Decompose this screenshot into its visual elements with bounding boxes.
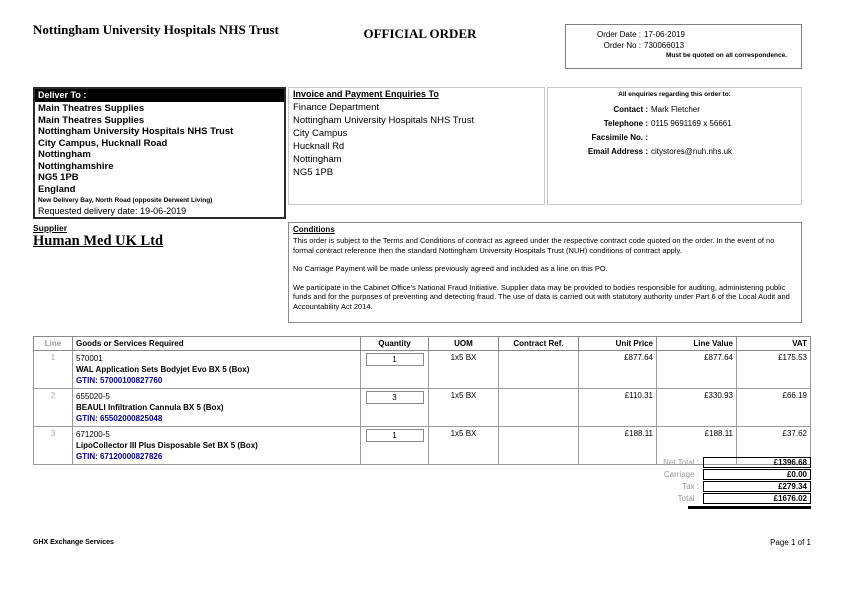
conditions-paragraph: This order is subject to the Terms and Conditions of contract as agreed under the respective contract code quoted on the order. In the event of no formal contract reference then the standard Nottingham University Hospitals Trust (NUH) conditions of contract apply. bbox=[293, 236, 775, 255]
tax-value: £279.34 bbox=[703, 481, 811, 492]
goods-cell bbox=[73, 427, 361, 465]
order-date-value: 17-06-2019 bbox=[644, 30, 685, 39]
grand-total-value: £1676.02 bbox=[703, 493, 811, 504]
organisation-name: Nottingham University Hospitals NHS Trust bbox=[33, 22, 279, 37]
footer-service-name: GHX Exchange Services bbox=[33, 539, 114, 546]
order-reference-box bbox=[565, 24, 802, 69]
unit-price-cell: £188.11 bbox=[579, 427, 657, 465]
supplier-label: Supplier bbox=[33, 223, 68, 233]
contract-ref-cell bbox=[499, 389, 579, 427]
supplier-name: Human Med UK Ltd bbox=[33, 233, 164, 249]
item-code: 655020-5 bbox=[76, 392, 110, 401]
vat-cell: £37.62 bbox=[737, 427, 811, 465]
goods-cell bbox=[73, 351, 361, 389]
invoice-address-line: Nottingham University Hospitals NHS Trust bbox=[293, 115, 475, 126]
quantity-cell bbox=[361, 389, 429, 427]
invoice-enquiries-section bbox=[288, 87, 545, 205]
item-gtin: GTIN: 67120000827826 bbox=[76, 452, 163, 461]
table-row bbox=[34, 389, 811, 427]
deliver-to-line: Nottingham bbox=[38, 149, 91, 160]
order-date-label: Order Date : bbox=[596, 30, 641, 39]
goods-cell bbox=[73, 389, 361, 427]
uom-cell: 1x5 BX bbox=[429, 351, 499, 389]
deliver-to-line: Nottinghamshire bbox=[38, 160, 114, 172]
item-description: LipoCollector III Plus Disposable Set BX 5 (Box) bbox=[76, 441, 258, 450]
net-total-value: £1396.68 bbox=[703, 457, 811, 468]
uom-cell: 1x5 BX bbox=[429, 389, 499, 427]
vat-cell: £66.19 bbox=[737, 389, 811, 427]
uom-cell: 1x5 BX bbox=[429, 427, 499, 465]
col-header-line-value: Line Value bbox=[657, 337, 737, 351]
email-label: Email Address : bbox=[587, 147, 648, 156]
contact-row bbox=[548, 103, 801, 117]
vat-cell: £175.53 bbox=[737, 351, 811, 389]
carriage-value: £0.00 bbox=[703, 469, 811, 480]
order-enquiries-section bbox=[547, 87, 802, 205]
item-description: BEAULI Infiltration Cannula BX 5 (Box) bbox=[76, 403, 224, 412]
order-no-row bbox=[566, 40, 801, 51]
col-header-quantity: Quantity bbox=[361, 337, 429, 351]
table-header-row bbox=[34, 337, 811, 351]
unit-price-cell: £877.64 bbox=[579, 351, 657, 389]
grand-total-row bbox=[555, 493, 811, 504]
telephone-label: Telephone : bbox=[603, 119, 648, 128]
quantity-cell bbox=[361, 351, 429, 389]
email-value: citystores@nuh.nhs.uk bbox=[651, 147, 733, 156]
deliver-to-line: NG5 1PB bbox=[38, 172, 79, 183]
invoice-address-line: City Campus bbox=[293, 128, 348, 139]
contract-ref-cell bbox=[499, 351, 579, 389]
item-gtin: GTIN: 65502000825048 bbox=[76, 414, 163, 423]
deliver-to-section bbox=[33, 87, 286, 219]
item-gtin: GTIN: 57000100827760 bbox=[76, 376, 163, 385]
order-date-row bbox=[566, 29, 801, 40]
line-number: 1 bbox=[34, 351, 73, 389]
deliver-to-line: Main Theatres Supplies bbox=[38, 114, 145, 126]
conditions-paragraph: No Carriage Payment will be made unless previously agreed and included as a line on this PO. bbox=[293, 264, 608, 273]
quantity-value: 3 bbox=[366, 391, 424, 404]
conditions-section bbox=[288, 222, 802, 323]
tax-row bbox=[555, 481, 811, 492]
invoice-address-line: Finance Department bbox=[293, 102, 380, 113]
invoice-enquiries-title: Invoice and Payment Enquiries To bbox=[293, 89, 439, 99]
conditions-paragraph: We participate in the Cabinet Office's National Fraud Initiative. Supplier data may be provided to bodies responsible for auditing, administering public funds and for the purposes of preventing and detecting fraud. The use of data is carried out with statutory authority under Part 6 of the Local Audit and Accountability Act 2014. bbox=[293, 282, 790, 311]
totals-section bbox=[555, 457, 811, 505]
net-total-label: Net Total : bbox=[663, 458, 699, 467]
quantity-cell bbox=[361, 427, 429, 465]
telephone-value: 0115 9691169 x 56661 bbox=[651, 119, 732, 128]
deliver-to-line: Main Theatres Supplies bbox=[38, 103, 145, 114]
net-total-row bbox=[555, 457, 811, 468]
footer-page-number: Page 1 of 1 bbox=[770, 538, 811, 547]
line-number: 3 bbox=[34, 427, 73, 465]
order-items-table bbox=[33, 336, 811, 465]
line-value-cell: £188.11 bbox=[657, 427, 737, 465]
enquiries-heading: All enquiries regarding this order to: bbox=[618, 91, 731, 98]
line-value-cell: £330.93 bbox=[657, 389, 737, 427]
deliver-to-title: Deliver To : bbox=[35, 89, 284, 102]
invoice-address bbox=[293, 101, 540, 179]
deliver-to-line: Nottingham University Hospitals NHS Trust bbox=[38, 126, 234, 137]
col-header-goods: Goods or Services Required bbox=[73, 337, 361, 351]
invoice-address-line: NG5 1PB bbox=[293, 167, 334, 178]
quantity-value: 1 bbox=[366, 353, 424, 366]
item-code: 570001 bbox=[76, 354, 103, 363]
order-no-value: 730066013 bbox=[644, 41, 685, 50]
telephone-row bbox=[548, 117, 801, 131]
requested-delivery-date: Requested delivery date: 19-06-2019 bbox=[38, 206, 187, 216]
contact-label: Contact : bbox=[613, 105, 648, 114]
carriage-label: Carriage : bbox=[663, 470, 699, 479]
invoice-address-line: Nottingham bbox=[293, 154, 342, 165]
quantity-value: 1 bbox=[366, 429, 424, 442]
grand-total-underline bbox=[688, 506, 811, 509]
contact-value: Mark Fletcher bbox=[651, 105, 700, 114]
order-note: Must be quoted on all correspondence. bbox=[666, 52, 787, 59]
table-row bbox=[34, 351, 811, 389]
delivery-location-note: New Delivery Bay, North Road (opposite Derwent Living) bbox=[38, 197, 213, 204]
unit-price-cell: £110.31 bbox=[579, 389, 657, 427]
line-value-cell: £877.64 bbox=[657, 351, 737, 389]
col-header-unit-price: Unit Price bbox=[579, 337, 657, 351]
item-description: WAL Application Sets Bodyjet Evo BX 5 (Box) bbox=[76, 365, 250, 374]
deliver-to-line: City Campus, Hucknall Road bbox=[38, 137, 168, 149]
conditions-title: Conditions bbox=[293, 225, 335, 234]
tax-label: Tax : bbox=[682, 482, 699, 491]
col-header-vat: VAT bbox=[737, 337, 811, 351]
document-title: OFFICIAL ORDER bbox=[363, 26, 477, 41]
col-header-uom: UOM bbox=[429, 337, 499, 351]
deliver-to-line: England bbox=[38, 183, 76, 195]
email-row bbox=[548, 145, 801, 159]
line-number: 2 bbox=[34, 389, 73, 427]
invoice-address-line: Hucknall Rd bbox=[293, 141, 345, 152]
facsimile-label: Facsimile No. : bbox=[591, 133, 648, 142]
carriage-row bbox=[555, 469, 811, 480]
col-header-contract: Contract Ref. bbox=[499, 337, 579, 351]
facsimile-row bbox=[548, 131, 801, 145]
col-header-line: Line bbox=[34, 337, 73, 351]
facsimile-value bbox=[648, 131, 651, 145]
order-no-label: Order No : bbox=[603, 41, 641, 50]
item-code: 671200-5 bbox=[76, 430, 110, 439]
deliver-to-address bbox=[35, 102, 284, 196]
grand-total-label: Total : bbox=[677, 494, 699, 503]
